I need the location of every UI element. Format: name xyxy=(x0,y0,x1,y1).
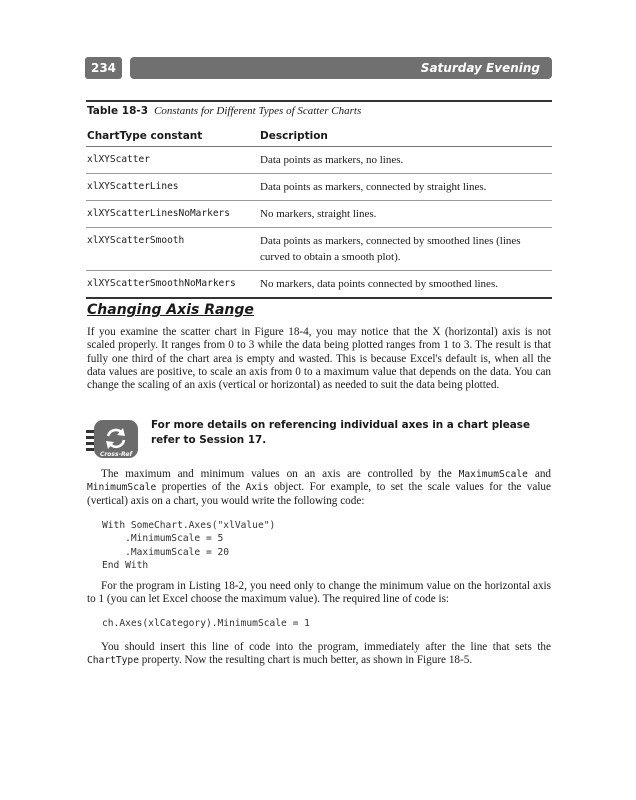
description-cell: Data points as markers, connected by smoothed lines (lines curved to obtain a smooth plot). xyxy=(259,228,552,271)
inline-code: MinimumScale xyxy=(87,482,157,494)
inline-code: Axis xyxy=(245,482,269,494)
code-line: .MaximumScale = 20 xyxy=(102,546,230,558)
cross-ref-label: Cross-Ref xyxy=(99,451,133,458)
description-cell: Data points as markers, no lines. xyxy=(259,147,552,174)
text-run: You should insert this line of code into the program, immediately after the line that sets the xyxy=(101,641,551,653)
column-header-constant: ChartType constant xyxy=(86,122,259,147)
code-line: End With xyxy=(102,560,149,572)
table-18-3 xyxy=(86,100,552,299)
page-number: 234 xyxy=(85,57,122,79)
text-run: and xyxy=(527,468,552,480)
running-header xyxy=(85,57,552,79)
table-row xyxy=(86,147,552,174)
constant-cell: xlXYScatterLines xyxy=(86,174,259,201)
table-row xyxy=(86,174,552,201)
paragraph-insert-line xyxy=(87,641,551,668)
table-header-row xyxy=(86,122,552,147)
cross-ref-icon xyxy=(86,418,140,460)
constants-table xyxy=(86,122,552,299)
paragraph-axis-range: If you examine the scatter chart in Figure 18-4, you may notice that the X (horizontal) axis is not scaled properly. It ranges from 0 to 3 while the data being plotted ranges from 1 to 3. The result is that fully one third of the chart area is empty and wasted. This is because Excel's default is, when all the data values are positive, to scale an axis from 0 to a maximum value that depends on the data. You can change the scaling of an axis (vertical or horizontal) as needed to suit the data being plotted. xyxy=(87,326,551,392)
text-run: property. Now the resulting chart is much better, as shown in Figure 18-5. xyxy=(138,654,473,667)
cross-ref-note: For more details on referencing individual axes in a chart please refer to Session 17. xyxy=(151,419,530,446)
table-number: Table 18-3 xyxy=(87,105,149,117)
column-header-description: Description xyxy=(259,122,552,147)
paragraph-scale-properties xyxy=(87,468,551,508)
text-run: properties of the xyxy=(156,481,246,494)
code-listing-with-block xyxy=(102,519,275,573)
table-caption-text: Constants for Different Types of Scatter Charts xyxy=(154,105,362,117)
text-run: object. For example, to set the scale values for the value (vertical) axis on a chart, you would write the following code: xyxy=(87,481,551,507)
paragraph-listing-change: For the program in Listing 18-2, you need only to change the minimum value on the horizontal axis to 1 (you can let Excel choose the maximum value). The required line of code is: xyxy=(87,580,551,606)
constant-cell: xlXYScatter xyxy=(86,147,259,174)
text-run: The maximum and minimum values on an axis are controlled by the xyxy=(101,468,459,480)
code-line: With SomeChart.Axes("xlValue") xyxy=(102,520,276,531)
constant-cell: xlXYScatterLinesNoMarkers xyxy=(86,201,259,228)
constant-cell: xlXYScatterSmooth xyxy=(86,228,259,271)
table-row xyxy=(86,271,552,299)
section-title: Saturday Evening xyxy=(130,57,552,79)
constant-cell: xlXYScatterSmoothNoMarkers xyxy=(86,271,259,299)
description-cell: No markers, straight lines. xyxy=(259,201,552,228)
code-line: .MinimumScale = 5 xyxy=(102,533,224,545)
section-heading: Changing Axis Range xyxy=(87,302,254,318)
inline-code: ChartType xyxy=(87,655,139,667)
description-cell: Data points as markers, connected by straight lines. xyxy=(259,174,552,201)
code-line-minimum-scale: ch.Axes(xlCategory).MinimumScale = 1 xyxy=(102,618,310,629)
inline-code: MaximumScale xyxy=(458,469,528,480)
description-cell: No markers, data points connected by smoothed lines. xyxy=(259,271,552,299)
table-row xyxy=(86,201,552,228)
table-row xyxy=(86,228,552,271)
table-caption xyxy=(86,102,552,122)
